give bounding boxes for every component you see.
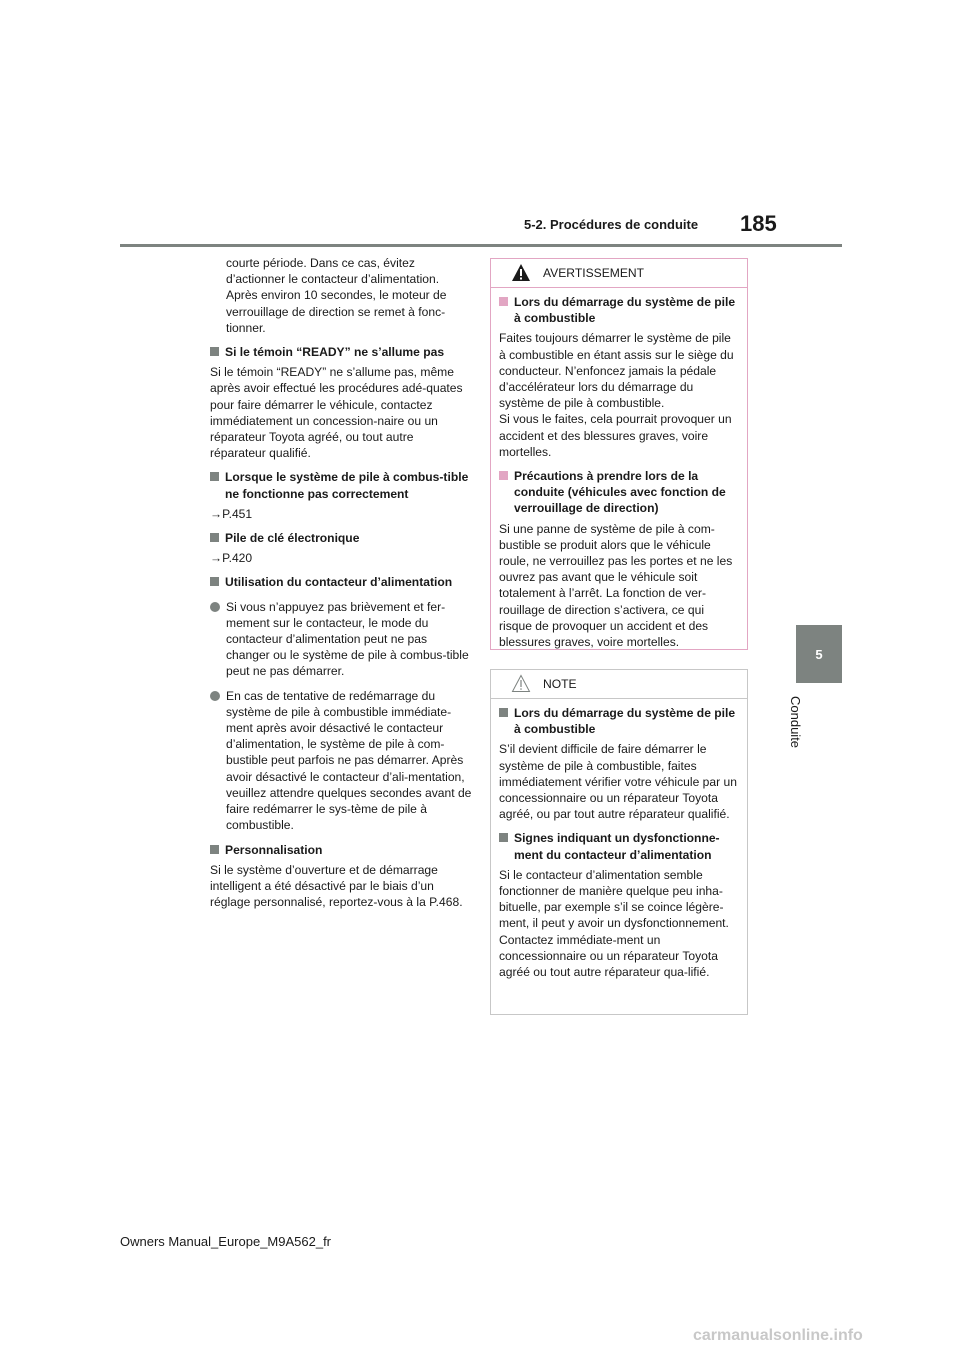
fuelcell-heading-text: Lorsque le système de pile à combus-tible ne fonctionne pas correctement: [225, 470, 469, 501]
warning-box-header: [491, 259, 747, 288]
note-item-2-text: Si le contacteur d’alimentation semble fonctionner de manière quelque peu inha-bituelle, par exemple s’il se coince légère-ment, il peut y avoir un dysfonctionnement. Contactez immédiate-ment un concessionnaire ou un réparateur Toyota agréé ou tout autre réparateur qua-lifié.: [499, 867, 729, 980]
warning-item-1-text2: Si vous le faites, cela pourrait provoquer un accident et des blessures graves, voire mortelles.: [499, 412, 732, 459]
warning-triangle-icon: [511, 263, 531, 282]
custom-paragraph: Si le système d’ouverture et de démarrage intelligent a été désactivé par le biais d’un réglage personnalisé, reportez-vous à la P.468.: [210, 862, 463, 910]
chapter-number: 5: [815, 646, 823, 662]
note-box: [490, 669, 748, 1015]
warning-item-1-heading-text: Lors du démarrage du système de pile à combustible: [514, 295, 736, 326]
usage-bullet-1: [210, 599, 472, 680]
square-bullet-icon: [499, 708, 508, 717]
chapter-label: Conduite: [788, 696, 803, 749]
header-divider: [120, 244, 842, 247]
warning-item-2-heading-text: Précautions à prendre lors de la conduite (véhicules avec fonction de verrouillage de direction): [514, 469, 726, 516]
chapter-label-container: [785, 696, 805, 776]
left-column: [210, 255, 472, 910]
custom-heading-text: Personnalisation: [225, 842, 323, 857]
warning-item-1-text: Faites toujours démarrer le système de pile à combustible en étant assis sur le siège du conducteur. N’enfoncez jamais la pédale d’accélérateur lors du démarrage du système de pile à combustible.: [499, 331, 734, 411]
note-box-body: [491, 699, 747, 980]
note-box-header: [491, 670, 747, 699]
ready-paragraph: Si le témoin “READY” ne s’allume pas, même après avoir effectué les procédures adé-quates pour faire démarrer le véhicule, contactez immédiatement un concession-naire ou un réparateur Toyota agréé, ou tout autre réparateur qualifié.: [210, 365, 463, 461]
warning-item-2-text: Si une panne de système de pile à com-bustible se produit alors que le véhicule roule, ne verrouillez pas les portes et ne les ouvrez pas avant que le véhicule soit totalement à l’arrêt. La fonction de ver-rouillage de direction s’activera, ce qui risque de provoquer un accident et des blessures graves, voire mortelles.: [499, 521, 733, 650]
section-title: 5-2. Procédures de conduite: [524, 217, 699, 232]
square-bullet-icon: [499, 297, 508, 306]
circle-bullet-icon: [210, 602, 220, 612]
warning-box: [490, 258, 748, 650]
square-bullet-icon: [210, 845, 219, 854]
usage-heading-text: Utilisation du contacteur d’alimentation: [225, 575, 453, 590]
square-bullet-icon: [210, 577, 219, 586]
warning-box-body: [491, 288, 747, 650]
note-item-2-heading-text: Signes indiquant un dysfonctionne-ment du contacteur d’alimentation: [514, 831, 720, 862]
ready-heading-text: Si le témoin “READY” ne s’allume pas: [225, 345, 445, 360]
square-bullet-icon: [210, 347, 219, 356]
square-bullet-icon: [499, 471, 508, 480]
note-item-2-heading: [499, 830, 740, 862]
square-bullet-icon: [210, 472, 219, 481]
square-bullet-icon: [499, 833, 508, 842]
note-item-1-text: S’il devient difficile de faire démarrer le système de pile à combustible, faites immédiatement vérifier votre véhicule par un concessionnaire ou un réparateur Toyota agréé, ou par tout autre réparateur qualifié.: [499, 742, 737, 822]
ready-heading: [210, 344, 472, 360]
note-item-1-heading: [499, 705, 740, 737]
note-title: NOTE: [543, 677, 577, 691]
page-number: 185: [740, 211, 777, 236]
fuelcell-page-ref: →P.451: [210, 506, 253, 521]
keybattery-page-ref: →P.420: [210, 551, 253, 566]
keybattery-heading-text: Pile de clé électronique: [225, 531, 360, 546]
continued-paragraph: courte période. Dans ce cas, évitez d’actionner le contacteur d’alimentation. Après environ 10 secondes, le moteur de verrouillage de direction se remet à fonc-tionner.: [226, 256, 447, 335]
warning-item-1-heading: [499, 294, 740, 326]
usage-bullet-1-text: Si vous n’appuyez pas brièvement et fer-mement sur le contacteur, le mode du contacteur d’alimentation peut ne pas changer ou le système de pile à combus-tible peut ne pas démarrer.: [226, 599, 469, 679]
custom-heading: [210, 842, 472, 858]
keybattery-heading: [210, 530, 472, 546]
usage-bullet-2: [210, 688, 472, 834]
usage-bullet-2-text: En cas de tentative de redémarrage du système de pile à combustible immédiate-ment après avoir désactivé le contacteur d’alimentation, le système de pile à com-bustible peut parfois ne pas démarrer. Après avoir désactivé le contacteur d’ali-mentation, veuillez attendre quelques secondes avant de faire redémarrer le sys-tème de pile à combustible.: [226, 688, 472, 833]
circle-bullet-icon: [210, 691, 220, 701]
square-bullet-icon: [210, 533, 219, 542]
watermark: carmanualsonline.info: [693, 1327, 863, 1344]
note-item-1-heading-text: Lors du démarrage du système de pile à combustible: [514, 706, 736, 737]
warning-item-2-heading: [499, 468, 740, 517]
caution-outline-icon: [511, 674, 531, 693]
chapter-tab: [796, 625, 842, 683]
fuelcell-heading: [210, 469, 472, 501]
document-footer: Owners Manual_Europe_M9A562_fr: [120, 1234, 332, 1249]
warning-title: AVERTISSEMENT: [543, 266, 645, 280]
usage-heading: [210, 574, 472, 590]
